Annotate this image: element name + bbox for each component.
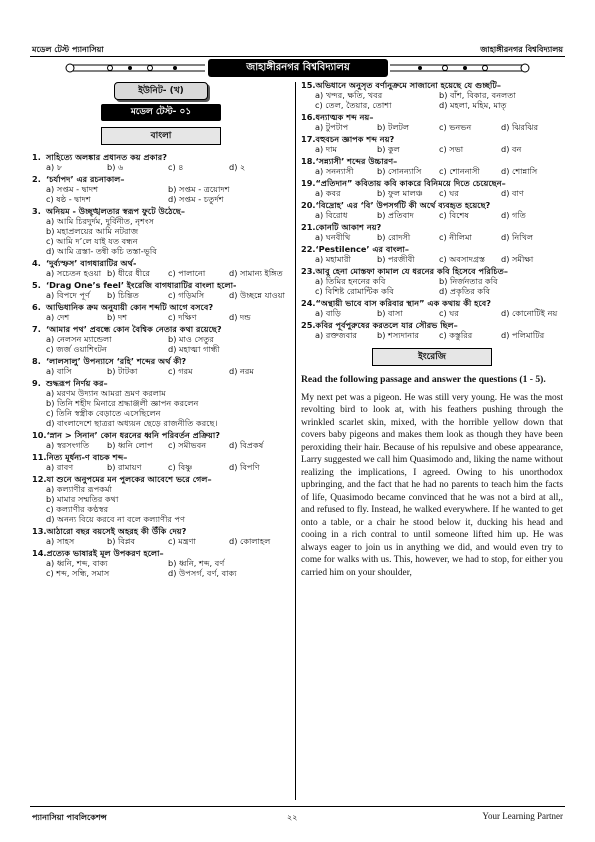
answer-option: d) বাংলাদেশে ছাত্ররা অধ্যয়ন ছেড়ে রাজনীতি করছে।	[46, 418, 218, 428]
option-list	[301, 166, 563, 176]
header-right-title: জাহাঙ্গীরনগর বিশ্ববিদ্যালয়	[480, 45, 563, 54]
answer-option: a) দাম	[315, 144, 338, 154]
question-number: 13.	[32, 526, 47, 536]
question-text: সাহিত্যে অলঙ্কার প্রধানত কয় প্রকার?	[46, 152, 167, 162]
answer-option: c) বিশেষ	[439, 210, 469, 220]
question-number: 22.	[301, 244, 316, 254]
option-list	[32, 558, 290, 578]
question-text-row	[301, 178, 563, 188]
option-list	[301, 210, 563, 220]
answer-option: a) বাসি	[46, 366, 72, 376]
answer-option: a) বিপদে পূর্ণ	[46, 290, 90, 300]
unit-label: ইউনিট- (খ)	[114, 82, 208, 100]
question-item	[32, 526, 290, 546]
answer-option: a) ৮	[46, 162, 63, 172]
question-item	[32, 378, 290, 428]
answer-option: a) সচেতন হওয়া	[46, 268, 102, 278]
question-item	[301, 266, 563, 296]
question-text: ‘Pestilence’ এর বাংলা–	[315, 244, 409, 254]
answer-option: d) সমীক্ষা	[501, 254, 534, 264]
answer-option: b) টলটল	[377, 122, 410, 132]
university-banner: জাহাঙ্গীরনগর বিশ্ববিদ্যালয়	[208, 59, 388, 77]
question-text: অনিয়ম - উচ্ছৃঙ্খলতার স্বরূপ ফুটে উঠেছে–	[46, 206, 185, 216]
answer-option: d) ২	[229, 162, 246, 172]
option-list	[32, 440, 290, 450]
question-text: ‘চর্যাপদ’ এর রচনাকাল–	[46, 174, 125, 184]
answer-option: d) ঝিরঝির	[501, 122, 539, 132]
option-list	[32, 184, 290, 204]
footer-tagline: Your Learning Partner	[482, 811, 563, 821]
answer-option: b) তিনি শহীদ মিনারে শ্রদ্ধাঞ্জলী জ্ঞাপন করলেন	[46, 398, 199, 408]
answer-option: b) সপ্তম - ত্রয়োদশ	[168, 184, 230, 194]
answer-option: a) বাড়ি	[315, 308, 341, 318]
question-text: “প্রতিদান” কবিতায় কবি কাকরে বিনিময়ে দিতে চেয়েছেন–	[315, 178, 506, 188]
option-list	[32, 366, 290, 376]
question-item	[301, 178, 563, 198]
question-number: 7.	[32, 324, 41, 334]
question-text-row	[301, 80, 563, 90]
option-list	[301, 308, 563, 318]
answer-option: a) ঘনবীথি	[315, 232, 351, 242]
answer-option: d) সপ্তম - চতুর্দশ	[168, 194, 224, 204]
answer-option: b) ধীরে ধীরে	[107, 268, 151, 278]
question-text: আভিধানিক ক্রম অনুযায়ী কোন শব্দটি আগে বসবে?	[46, 302, 214, 312]
answer-option: d) মহাত্মা গান্ধী	[168, 344, 220, 354]
answer-option: d) গতি	[501, 210, 526, 220]
answer-option: d) আমি ত্রস্তা- তন্বী কচি তস্তা-ভূবি	[46, 246, 157, 256]
header-left-title: মডেল টেস্ট প্যানাসিয়া	[32, 45, 104, 54]
answer-option: a) রাবণ	[46, 462, 74, 472]
answer-option: b) ধ্বনি লোপ	[107, 440, 153, 450]
answer-option: d) মহলা, মহিম, মাতৃ	[439, 100, 507, 110]
answer-option: a) তিমির হননের কবি	[315, 276, 386, 286]
answer-option: a) সনন্যাসী	[315, 166, 354, 176]
column-divider	[295, 82, 296, 800]
answer-option: b) ধ্বনি, শব্দ, বর্ণ	[168, 558, 225, 568]
option-list	[32, 312, 290, 322]
question-text: “অন্থায়ী ভাবে বাস করিবার স্থান” এক কথায় কী হবে?	[315, 298, 492, 308]
question-text-row	[32, 280, 290, 290]
answer-option: b) বিপ্লব	[107, 536, 136, 546]
option-list	[32, 462, 290, 472]
answer-option: b) সোনন্যাসি	[377, 166, 422, 176]
answer-option: c) গরম	[168, 366, 193, 376]
question-text: নিত্য মূর্ধন্য-ণ বাচক শব্দ–	[46, 452, 128, 462]
option-list	[32, 162, 290, 172]
question-text: যা শুনে অনুপমের মন পুলকের আবেশে ভরে গেল–	[46, 474, 212, 484]
option-list	[32, 484, 290, 524]
question-number: 23.	[301, 266, 316, 276]
option-list	[32, 388, 290, 428]
answer-option: a) মহামারী	[315, 254, 351, 264]
answer-option: c) বিষ্ণু	[168, 462, 193, 472]
footer-rule	[30, 806, 565, 807]
question-number: 6.	[32, 302, 41, 312]
question-text-row	[301, 200, 563, 210]
question-text-row	[301, 222, 563, 232]
question-item	[32, 258, 290, 278]
question-text: শুদ্ধরূপ নির্ণয় কর–	[46, 378, 108, 388]
answer-option: c) ঘর	[439, 188, 459, 198]
option-list	[32, 536, 290, 546]
question-text: আঠারো বছর বয়সেই অহরহ কী উঁকি দেয়?	[46, 526, 187, 536]
answer-option: d) অনন্য বিয়ে করবে না বলে কল্যাণীর পণ	[46, 514, 186, 524]
question-number: 11.	[32, 452, 47, 462]
question-text-row	[301, 244, 563, 254]
question-number: 10.	[32, 430, 47, 440]
answer-option: a) কবর	[315, 188, 341, 198]
question-text: অভিধানে অনুসৃত বর্ণানুক্রমে সাজানো হয়েছে যে গুচ্ছটি–	[315, 80, 501, 90]
option-list	[301, 232, 563, 242]
answer-option: b) শস্যদানার	[377, 330, 420, 340]
answer-option: c) গড়িমসি	[168, 290, 205, 300]
left-column	[32, 80, 290, 580]
question-item	[32, 174, 290, 204]
question-text: কোনটি আকাশ নয়?	[315, 222, 382, 232]
answer-option: d) কোলাহল	[229, 536, 271, 546]
question-text: ‘সন্ন্যাসী’ শব্দের উচ্চারণ–	[315, 156, 398, 166]
question-item	[32, 452, 290, 472]
answer-option: c) তিনি স্বস্ত্রীক বেড়াতে এসেছিলেন	[46, 408, 161, 418]
question-text: ‘স্নান > সিনান’ কোন ধরনের ধ্বনি পরিবর্তন প্রক্রিয়া?	[46, 430, 220, 440]
answer-option: b) পরজীবী	[377, 254, 415, 264]
answer-option: b) রোদসী	[377, 232, 411, 242]
answer-option: c) বিশিষ্ট রোমান্টিক কবি	[315, 286, 394, 296]
question-item	[301, 80, 563, 110]
answer-option: d) নরম	[229, 366, 254, 376]
english-heading: ইংরেজি	[372, 348, 492, 366]
answer-option: b) প্রতিবাদ	[377, 210, 414, 220]
question-item	[32, 152, 290, 172]
question-text: আবু হেনা মোস্তফা কামাল যে ধরনের কবি হিসেবে পরিচিত–	[315, 266, 508, 276]
question-text-row	[32, 452, 290, 462]
answer-option: d) প্রকৃতির কবি	[439, 286, 491, 296]
answer-option: a) কল্যাণীর রূপকর্মা	[46, 484, 112, 494]
answer-option: d) বিপ্রকর্ষ	[229, 440, 264, 450]
answer-option: c) শোননাসী	[439, 166, 480, 176]
question-item	[301, 222, 563, 242]
answer-option: c) সভা	[439, 144, 464, 154]
question-item	[32, 280, 290, 300]
answer-option: d) বিপণি	[229, 462, 260, 472]
answer-option: a) খন্দর, ক্ষতি, খবর	[315, 90, 383, 100]
question-item	[301, 156, 563, 176]
answer-option: a) ধ্বনি, শব্দ, বাক্য	[46, 558, 108, 568]
question-number: 9.	[32, 378, 41, 388]
question-text: ‘আমার পথ’ প্রবন্ধে কোন বৈশ্বিক নেতার কথা রয়েছে?	[46, 324, 222, 334]
question-text-row	[32, 324, 290, 334]
question-item	[32, 302, 290, 322]
question-number: 17.	[301, 134, 316, 144]
question-item	[32, 430, 290, 450]
answer-option: b) রামায়ণ	[107, 462, 142, 472]
answer-option: d) কোনোটিই নয়	[501, 308, 558, 318]
answer-option: d) দন্ড	[229, 312, 251, 322]
question-item	[32, 324, 290, 354]
question-item	[301, 298, 563, 318]
option-list	[301, 276, 563, 296]
question-item	[301, 134, 563, 154]
answer-option: a) দেশ	[46, 312, 70, 322]
question-item	[301, 112, 563, 132]
question-number: 16.	[301, 112, 316, 122]
answer-option: d) বাণ	[501, 188, 524, 198]
answer-option: a) সপ্তম - দ্বাদশ	[46, 184, 99, 194]
question-text: কবির পূর্বপুরুষের করতলে যার সৌরভ ছিল–	[315, 320, 458, 330]
question-number: 2.	[32, 174, 41, 184]
answer-option: c) দক্ষিণ	[168, 312, 197, 322]
answer-option: c) জর্জ ওয়াশিংটন	[46, 344, 107, 354]
answer-option: d) নিখিল	[501, 232, 534, 242]
answer-option: d) বন	[501, 144, 522, 154]
question-text: ‘Drag One’s feel’ ইংরেজি বাগধারাটির বাংলা হলো-	[46, 280, 237, 290]
question-number: 25.	[301, 320, 316, 330]
answer-option: c) পালানো	[168, 268, 206, 278]
question-text-row	[301, 112, 563, 122]
question-text-row	[32, 430, 290, 440]
answer-option: b) ফুল মালঞ্চ	[377, 188, 423, 198]
question-item	[32, 206, 290, 256]
answer-option: d) উপসর্গ, বর্ণ, বাক্য	[168, 568, 237, 578]
question-number: 15.	[301, 80, 316, 90]
footer-publisher: প্যানাসিয়া পাবলিকেশন্স	[32, 813, 107, 822]
reading-passage: My next pet was a pigeon. He was still very young. He was the most revolting bird to look at, with his feathers pushing through the wrinkled scarlet skin, mixed, with the horrible yellow down that covers baby pigeons and makes them look as though they have been peroxiding their hair. Because of his repulsive and obese appearance, Larry suggested we call him Quasimodo and, liking the name without realizing the implications, I agreed. Owing to his unorthodox upbringing, and the fact that he had no parents to teach him the facts of life, Quasimodo became convinced that he was not a bird at all,, and refused to fly. Instead, he walked everywhere. If he wanted to get onto a table, or a chair he stood below it, ducking his head and cooing in a rich contral to until someone lifted him up. He was always eager to join us in anything we did, and would even try to come for walks with us. This, however, we had to stop, for either you carried him on your shoulder,	[301, 392, 563, 578]
question-text-row	[32, 206, 290, 216]
option-list	[32, 290, 290, 300]
model-test-label: মডেল টেস্ট- ০১	[101, 104, 221, 121]
answer-option: c) ৪	[168, 162, 184, 172]
question-text: ‘লালসালু’ উপন্যাসে ‘রহি’ শব্দের অর্থ কী?	[46, 356, 187, 366]
question-item	[32, 548, 290, 578]
answer-option: c) ভনভন	[439, 122, 472, 132]
answer-option: c) কল্যাণীর কণ্ঠস্বর	[46, 504, 109, 514]
question-number: 8.	[32, 356, 41, 366]
answer-option: b) টাটকা	[107, 366, 138, 376]
question-text-row	[32, 258, 290, 268]
option-list	[301, 188, 563, 198]
answer-option: b) কুল	[377, 144, 400, 154]
question-text-row	[32, 526, 290, 536]
question-item	[32, 356, 290, 376]
question-number: 18.	[301, 156, 316, 166]
question-text-row	[32, 474, 290, 484]
answer-option: a) মরণম উদ্যান আমরা ভ্রমণ করলাম	[46, 388, 166, 398]
question-number: 12.	[32, 474, 47, 484]
question-text: ‘বিদ্রোহ’ এর ‘বি’ উপসর্গটি কী অর্থে ব্যবহৃত হয়েছে?	[315, 200, 491, 210]
option-list	[301, 254, 563, 264]
question-text: বহুবচন জ্ঞাপক শব্দ নয়?	[315, 134, 395, 144]
answer-option: c) সমীভবন	[168, 440, 207, 450]
right-column	[301, 80, 563, 579]
option-list	[32, 334, 290, 354]
question-text-row	[301, 298, 563, 308]
question-item	[301, 244, 563, 264]
option-list	[32, 216, 290, 256]
question-number: 3.	[32, 206, 41, 216]
answer-option: c) ষষ্ঠ - দ্বাদশ	[46, 194, 91, 204]
answer-option: d) সামান্য ইঙ্গিত	[229, 268, 283, 278]
answer-option: d) পলিমাটির	[501, 330, 545, 340]
question-text-row	[32, 302, 290, 312]
answer-option: a) আমি চিরদুর্দম, দুর্বিনীত, নৃশংস	[46, 216, 154, 226]
question-number: 21.	[301, 222, 316, 232]
question-text-row	[32, 378, 290, 388]
question-item	[301, 320, 563, 340]
question-item	[301, 200, 563, 220]
answer-option: a) সাহস	[46, 536, 75, 546]
question-number: 14.	[32, 548, 47, 558]
answer-option: b) দশ	[107, 312, 128, 322]
answer-option: c) মন্ত্রণা	[168, 536, 196, 546]
question-text-row	[301, 156, 563, 166]
answer-option: b) মাও সেতুর	[168, 334, 214, 344]
answer-option: a) বিরোধ	[315, 210, 348, 220]
answer-option: a) টুপটাপ	[315, 122, 349, 132]
passage-instruction: Read the following passage and answer the questions (1 - 5).	[301, 374, 546, 385]
answer-option: a) স্বরসংগতি	[46, 440, 90, 450]
left-question-list	[32, 152, 290, 578]
answer-option: d) শোন্নাসি	[501, 166, 538, 176]
answer-option: c) ঘর	[439, 308, 459, 318]
right-question-list	[301, 80, 563, 340]
answer-option: b) মামার সম্মতির কথা	[46, 494, 119, 504]
answer-option: c) তেল, তৈয়ার, তোশা	[315, 100, 392, 110]
question-number: 20.	[301, 200, 316, 210]
question-number: 19.	[301, 178, 316, 188]
question-text: ধন্যাত্মক শব্দ নয়–	[315, 112, 374, 122]
question-text-row	[301, 320, 563, 330]
question-number: 1.	[32, 152, 41, 162]
question-item	[32, 474, 290, 524]
answer-option: c) নীলিমা	[439, 232, 472, 242]
answer-option: d) উচ্ছন্নে যাওয়া	[229, 290, 286, 300]
question-text-row	[32, 356, 290, 366]
answer-option: b) বাঁশ, বিকার, বনলতা	[439, 90, 516, 100]
answer-option: b) ৬	[107, 162, 124, 172]
option-list	[32, 268, 290, 278]
option-list	[301, 144, 563, 154]
option-list	[301, 90, 563, 110]
answer-option: b) মহাপ্রলয়ের আমি নটরাজ	[46, 226, 139, 236]
question-text: প্রত্যেক ভাষারই মূল উপকরণ হলো–	[46, 548, 164, 558]
question-text-row	[32, 152, 290, 162]
subject-heading: বাংলা	[101, 127, 221, 145]
question-text-row	[32, 174, 290, 184]
answer-option: c) আমি দ’লে যাই যত বন্ধন	[46, 236, 138, 246]
answer-option: c) অবসাদগ্রস্ত	[439, 254, 486, 264]
question-text-row	[301, 266, 563, 276]
answer-option: a) নেলসন ম্যান্ডেলা	[46, 334, 112, 344]
answer-option: c) শব্দ, সন্ধি, সমাস	[46, 568, 110, 578]
question-text-row	[301, 134, 563, 144]
question-number: 4.	[32, 258, 41, 268]
answer-option: b) নির্জনতার কবি	[439, 276, 498, 286]
question-number: 5.	[32, 280, 41, 290]
option-list	[301, 122, 563, 132]
answer-option: c) কস্তুরির	[439, 330, 473, 340]
answer-option: b) বাসা	[377, 308, 403, 318]
title-banner-row	[0, 57, 595, 81]
answer-option: b) চিন্তিত	[107, 290, 139, 300]
question-text: ‘দুর্ব্যস্ফস’ বাগধারাটির অর্থ-	[46, 258, 137, 268]
option-list	[301, 330, 563, 340]
page-number: ২২	[287, 813, 298, 822]
question-text-row	[32, 548, 290, 558]
question-number: 24.	[301, 298, 316, 308]
answer-option: a) রক্তজবার	[315, 330, 358, 340]
